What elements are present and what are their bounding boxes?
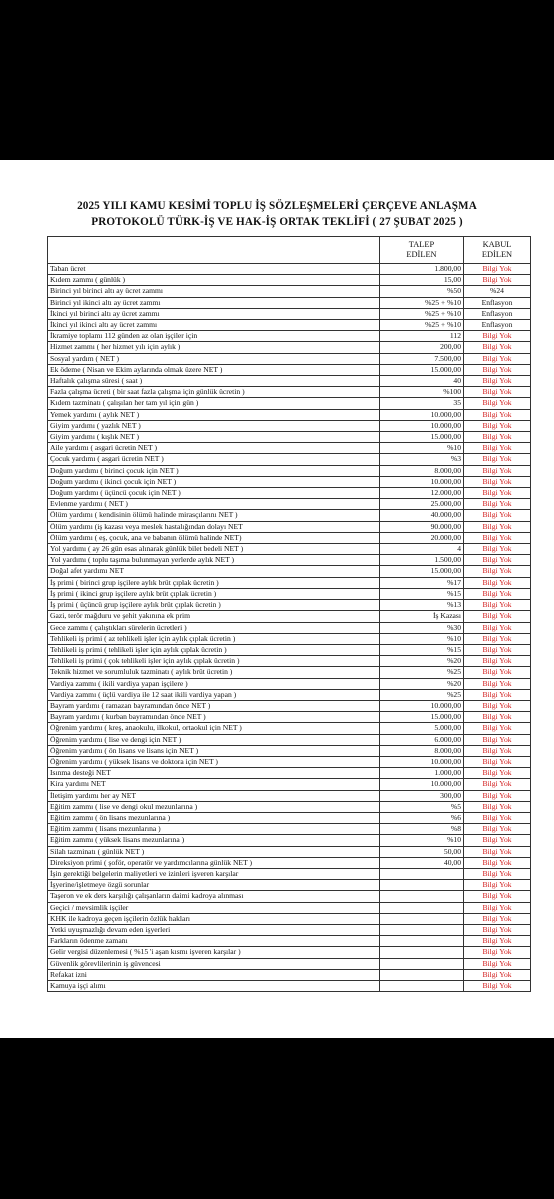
row-requested: 200,00 (380, 342, 464, 353)
row-requested: 15.000,00 (380, 566, 464, 577)
row-accepted: Bilgi Yok (464, 555, 531, 566)
table-row (48, 924, 531, 935)
table-row (48, 387, 531, 398)
row-accepted: Bilgi Yok (464, 868, 531, 879)
row-item: Eğitim zammı ( lisans mezunlarına ) (48, 824, 380, 835)
row-accepted: Bilgi Yok (464, 880, 531, 891)
header-accepted (464, 237, 531, 264)
row-item: Öğrenim yardımı ( ön lisans ve lisans için NET ) (48, 745, 380, 756)
row-requested: 1.000,00 (380, 768, 464, 779)
row-accepted: Bilgi Yok (464, 611, 531, 622)
row-item: Yemek yardımı ( aylık NET ) (48, 409, 380, 420)
row-accepted: Bilgi Yok (464, 476, 531, 487)
row-accepted: Bilgi Yok (464, 824, 531, 835)
row-accepted: Bilgi Yok (464, 745, 531, 756)
row-accepted: Bilgi Yok (464, 981, 531, 992)
document-title (0, 198, 554, 230)
row-item: İş primi ( ikinci grup işçilere aylık brüt çıplak ücretin ) (48, 588, 380, 599)
row-item: Isınma desteği NET (48, 768, 380, 779)
row-requested: 112 (380, 331, 464, 342)
document-page (0, 160, 554, 1038)
row-accepted: Bilgi Yok (464, 712, 531, 723)
row-accepted: Bilgi Yok (464, 756, 531, 767)
row-accepted: Bilgi Yok (464, 835, 531, 846)
row-item: Öğrenim yardımı ( lise ve dengi için NET ) (48, 734, 380, 745)
row-requested: 20.000,00 (380, 532, 464, 543)
table-row (48, 981, 531, 992)
table-row (48, 320, 531, 331)
header-requested-line-1: TALEP (408, 240, 435, 249)
row-requested: %30 (380, 622, 464, 633)
table-row (48, 835, 531, 846)
row-requested (380, 981, 464, 992)
row-accepted: Bilgi Yok (464, 342, 531, 353)
row-accepted: Bilgi Yok (464, 544, 531, 555)
header-requested (380, 237, 464, 264)
row-accepted: Bilgi Yok (464, 465, 531, 476)
row-requested: 10.000,00 (380, 420, 464, 431)
row-accepted: Bilgi Yok (464, 622, 531, 633)
row-item: Ölüm yardımı (iş kazası veya meslek hastalığından dolayı NET (48, 521, 380, 532)
row-requested: %25 + %10 (380, 320, 464, 331)
row-requested: %15 (380, 588, 464, 599)
row-item: Eğitim zammı ( ön lisans mezunlarına ) (48, 812, 380, 823)
row-accepted: Bilgi Yok (464, 734, 531, 745)
table-row (48, 745, 531, 756)
table-row (48, 566, 531, 577)
row-accepted: Enflasyon (464, 320, 531, 331)
table-row (48, 264, 531, 275)
row-accepted: Bilgi Yok (464, 924, 531, 935)
row-requested: %25 (380, 689, 464, 700)
row-item: Taban ücret (48, 264, 380, 275)
row-item: Vardiya zammı ( ikili vardiya yapan işçilere ) (48, 678, 380, 689)
row-item: Kamuya işçi alımı (48, 981, 380, 992)
table-row (48, 622, 531, 633)
row-requested: 50,00 (380, 846, 464, 857)
row-accepted: Bilgi Yok (464, 409, 531, 420)
row-item: Vardiya zammı ( üçlü vardiya ile 12 saat ikili vardiya yapan ) (48, 689, 380, 700)
title-line-2: PROTOKOLÜ TÜRK-İŞ VE HAK-İŞ ORTAK TEKLİFİ ( 27 ŞUBAT 2025 ) (91, 216, 463, 228)
row-requested (380, 913, 464, 924)
row-requested (380, 936, 464, 947)
table-row (48, 633, 531, 644)
row-accepted: Bilgi Yok (464, 936, 531, 947)
row-requested: 25.000,00 (380, 499, 464, 510)
row-accepted: Bilgi Yok (464, 678, 531, 689)
table-row (48, 947, 531, 958)
row-accepted: Bilgi Yok (464, 656, 531, 667)
row-requested: %10 (380, 443, 464, 454)
table-header-row (48, 237, 531, 264)
header-accepted-line-2: EDİLEN (481, 250, 513, 259)
table-row (48, 432, 531, 443)
table-row (48, 846, 531, 857)
row-item: Kıdem tazminatı ( çalışılan her tam yıl için gün ) (48, 398, 380, 409)
row-accepted: Bilgi Yok (464, 812, 531, 823)
row-accepted: Bilgi Yok (464, 499, 531, 510)
table-row (48, 600, 531, 611)
table-row (48, 902, 531, 913)
row-requested: %25 + %10 (380, 297, 464, 308)
row-accepted: Bilgi Yok (464, 488, 531, 499)
row-requested: 7.500,00 (380, 353, 464, 364)
row-item: Teknik hizmet ve sorumluluk tazminatı ( aylık brüt ücretin ) (48, 667, 380, 678)
table-row (48, 969, 531, 980)
row-requested: %50 (380, 286, 464, 297)
row-requested (380, 891, 464, 902)
row-item: İkinci yıl birinci altı ay ücret zammı (48, 308, 380, 319)
table-row (48, 376, 531, 387)
table-row (48, 824, 531, 835)
table-row (48, 913, 531, 924)
table-row (48, 689, 531, 700)
row-requested: 300,00 (380, 790, 464, 801)
row-accepted: Bilgi Yok (464, 801, 531, 812)
row-requested: %100 (380, 387, 464, 398)
row-accepted: Bilgi Yok (464, 532, 531, 543)
row-item: Çocuk yardımı ( asgari ücretin NET ) (48, 454, 380, 465)
row-item: Sosyal yardım ( NET ) (48, 353, 380, 364)
row-item: İletişim yardımı her ay NET (48, 790, 380, 801)
table-row (48, 880, 531, 891)
row-item: Gazi, terör mağduru ve şehit yakınına ek prim (48, 611, 380, 622)
row-item: Kıdem zammı ( günlük ) (48, 275, 380, 286)
row-accepted: Bilgi Yok (464, 902, 531, 913)
table-row (48, 465, 531, 476)
row-requested: 15.000,00 (380, 432, 464, 443)
row-item: Evlenme yardımı ( NET ) (48, 499, 380, 510)
row-item: KHK ile kadroya geçen işçilerin özlük hakları (48, 913, 380, 924)
row-item: Gece zammı ( çalıştıkları sürelerin ücretleri ) (48, 622, 380, 633)
row-requested: 35 (380, 398, 464, 409)
row-accepted: Bilgi Yok (464, 768, 531, 779)
row-requested: %25 (380, 667, 464, 678)
row-item: Giyim yardımı ( yazlık NET ) (48, 420, 380, 431)
row-accepted: Bilgi Yok (464, 588, 531, 599)
header-item (48, 237, 380, 264)
table-row (48, 656, 531, 667)
row-requested: 40 (380, 376, 464, 387)
row-accepted: Bilgi Yok (464, 566, 531, 577)
table-row (48, 644, 531, 655)
row-requested (380, 902, 464, 913)
row-item: Taşeron ve ek ders karşılığı çalışanların daimi kadroya alınması (48, 891, 380, 902)
row-accepted: Bilgi Yok (464, 264, 531, 275)
row-item: Direksiyon primi ( şoför, operatör ve yardımcılarına günlük NET ) (48, 857, 380, 868)
row-item: Güvenlik görevlilerinin iş güvencesi (48, 958, 380, 969)
row-accepted: Bilgi Yok (464, 969, 531, 980)
row-requested: 8.000,00 (380, 465, 464, 476)
row-item: Yol yardımı ( ay 26 gün esas alınarak günlük bilet bedeli NET ) (48, 544, 380, 555)
row-accepted: Bilgi Yok (464, 420, 531, 431)
row-requested: %10 (380, 633, 464, 644)
row-accepted: Bilgi Yok (464, 644, 531, 655)
row-accepted: Bilgi Yok (464, 510, 531, 521)
row-requested: 12.000,00 (380, 488, 464, 499)
row-requested: 8.000,00 (380, 745, 464, 756)
row-accepted: Bilgi Yok (464, 454, 531, 465)
table-row (48, 936, 531, 947)
table-row (48, 499, 531, 510)
table-row (48, 331, 531, 342)
table-row (48, 712, 531, 723)
table-row (48, 286, 531, 297)
row-requested (380, 947, 464, 958)
row-item: Doğal afet yardımı NET (48, 566, 380, 577)
row-accepted: Bilgi Yok (464, 275, 531, 286)
table-row (48, 555, 531, 566)
row-accepted: Bilgi Yok (464, 331, 531, 342)
row-accepted: Bilgi Yok (464, 443, 531, 454)
row-requested: 1.800,00 (380, 264, 464, 275)
row-item: Giyim yardımı ( kışlık NET ) (48, 432, 380, 443)
table-row (48, 275, 531, 286)
table-row (48, 577, 531, 588)
row-item: Fazla çalışma ücreti ( bir saat fazla çalışma için günlük ücretin ) (48, 387, 380, 398)
row-requested: 40.000,00 (380, 510, 464, 521)
row-item: İşin gerektiği belgelerin maliyetleri ve izinleri işveren karşılar (48, 868, 380, 879)
row-item: Tehlikeli iş primi ( az tehlikeli işler için aylık çıplak ücretin ) (48, 633, 380, 644)
table-row (48, 700, 531, 711)
row-item: Öğrenim yardımı ( kreş, anaokulu, ilkokul, ortaokul için NET ) (48, 723, 380, 734)
row-requested: 1.500,00 (380, 555, 464, 566)
row-requested: 15,00 (380, 275, 464, 286)
row-requested (380, 880, 464, 891)
table-row (48, 454, 531, 465)
row-accepted: Bilgi Yok (464, 857, 531, 868)
row-accepted: Enflasyon (464, 297, 531, 308)
row-item: Eğitim zammı ( yüksek lisans mezunlarına ) (48, 835, 380, 846)
row-requested: %15 (380, 644, 464, 655)
row-requested (380, 924, 464, 935)
row-accepted: Bilgi Yok (464, 891, 531, 902)
table-row (48, 420, 531, 431)
row-item: Bayram yardımı ( kurban bayramından önce NET ) (48, 712, 380, 723)
row-accepted: Bilgi Yok (464, 689, 531, 700)
row-requested: 4 (380, 544, 464, 555)
row-item: İş primi ( üçüncü grup işçilere aylık brüt çıplak ücretin ) (48, 600, 380, 611)
table-row (48, 398, 531, 409)
table-row (48, 891, 531, 902)
row-accepted: Bilgi Yok (464, 633, 531, 644)
row-requested: 15.000,00 (380, 364, 464, 375)
header-requested-line-2: EDİLEN (406, 250, 437, 259)
table-row (48, 521, 531, 532)
row-item: Doğum yardımı ( birinci çocuk için NET ) (48, 465, 380, 476)
row-requested: 6.000,00 (380, 734, 464, 745)
table-row (48, 488, 531, 499)
row-accepted: Bilgi Yok (464, 432, 531, 443)
table-row (48, 723, 531, 734)
row-requested: %6 (380, 812, 464, 823)
row-item: Birinci yıl ikinci altı ay ücret zammı (48, 297, 380, 308)
row-requested: 10.000,00 (380, 756, 464, 767)
agreement-table (47, 236, 531, 992)
row-accepted: Bilgi Yok (464, 723, 531, 734)
row-accepted: Bilgi Yok (464, 958, 531, 969)
row-item: Eğitim zammı ( lise ve dengi okul mezunlarına ) (48, 801, 380, 812)
table-row (48, 801, 531, 812)
bottom-black-bar (0, 1038, 554, 1199)
row-item: Gelir vergisi düzenlemesi ( %15 'i aşan kısmı işveren karşılar ) (48, 947, 380, 958)
row-requested: 15.000,00 (380, 712, 464, 723)
row-item: Silah tazminatı ( günlük NET ) (48, 846, 380, 857)
table-row (48, 510, 531, 521)
row-accepted: Bilgi Yok (464, 600, 531, 611)
row-accepted: Enflasyon (464, 308, 531, 319)
row-item: Öğrenim yardımı ( yüksek lisans ve doktora için NET ) (48, 756, 380, 767)
row-requested: %5 (380, 801, 464, 812)
row-item: Ölüm yardımı ( kendisinin ölümü halinde mirasçılarını NET ) (48, 510, 380, 521)
table-row (48, 667, 531, 678)
row-accepted: Bilgi Yok (464, 779, 531, 790)
row-accepted: Bilgi Yok (464, 398, 531, 409)
row-requested: %8 (380, 824, 464, 835)
table-row (48, 779, 531, 790)
table-row (48, 611, 531, 622)
row-item: Tehlikeli iş primi ( çok tehlikeli işler için aylık çıplak ücretin ) (48, 656, 380, 667)
table-row (48, 476, 531, 487)
row-requested: 10.000,00 (380, 700, 464, 711)
row-accepted: Bilgi Yok (464, 577, 531, 588)
row-accepted: Bilgi Yok (464, 913, 531, 924)
row-item: İş primi ( birinci grup işçilere aylık brüt çıplak ücretin ) (48, 577, 380, 588)
row-requested: %3 (380, 454, 464, 465)
table-row (48, 756, 531, 767)
table-row (48, 734, 531, 745)
row-item: Ek ödeme ( Nisan ve Ekim aylarında olmak üzere NET ) (48, 364, 380, 375)
row-accepted: Bilgi Yok (464, 947, 531, 958)
row-accepted: Bilgi Yok (464, 700, 531, 711)
row-item: Haftalık çalışma süresi ( saat ) (48, 376, 380, 387)
table-row (48, 768, 531, 779)
table-row (48, 342, 531, 353)
row-item: Birinci yıl birinci altı ay ücret zammı (48, 286, 380, 297)
table-row (48, 364, 531, 375)
row-requested: 10.000,00 (380, 409, 464, 420)
table-row (48, 308, 531, 319)
row-requested: %20 (380, 678, 464, 689)
row-accepted: Bilgi Yok (464, 353, 531, 364)
table-row (48, 812, 531, 823)
row-item: Doğum yardımı ( ikinci çocuk için NET ) (48, 476, 380, 487)
table-row (48, 353, 531, 364)
row-item: İkramiye toplamı 112 günden az olan işçiler için (48, 331, 380, 342)
row-requested: %13 (380, 600, 464, 611)
row-requested (380, 958, 464, 969)
row-requested: 90.000,00 (380, 521, 464, 532)
row-item: Geçici / mevsimlik işçiler (48, 902, 380, 913)
row-requested: %10 (380, 835, 464, 846)
row-requested: 10.000,00 (380, 476, 464, 487)
row-accepted: %24 (464, 286, 531, 297)
header-accepted-line-1: KABUL (482, 240, 512, 249)
table-row (48, 790, 531, 801)
row-requested: %25 + %10 (380, 308, 464, 319)
row-accepted: Bilgi Yok (464, 667, 531, 678)
table-row (48, 588, 531, 599)
title-line-1: 2025 YILI KAMU KESİMİ TOPLU İŞ SÖZLEŞMELERİ ÇERÇEVE ANLAŞMA (77, 200, 477, 212)
row-accepted: Bilgi Yok (464, 846, 531, 857)
row-item: Ölüm yardımı ( eş, çocuk, ana ve babanın ölümü halinde NET) (48, 532, 380, 543)
table-row (48, 443, 531, 454)
row-requested: %20 (380, 656, 464, 667)
table-row (48, 678, 531, 689)
row-item: Kira yardımı NET (48, 779, 380, 790)
row-item: Yetki uyuşmazlığı devam eden işyerleri (48, 924, 380, 935)
row-accepted: Bilgi Yok (464, 521, 531, 532)
row-item: Doğum yardımı ( üçüncü çocuk için NET ) (48, 488, 380, 499)
table-row (48, 868, 531, 879)
row-requested: 40,00 (380, 857, 464, 868)
table-row (48, 297, 531, 308)
row-requested: %17 (380, 577, 464, 588)
row-item: Hizmet zammı ( her hizmet yılı için aylık ) (48, 342, 380, 353)
row-item: Yol yardımı ( toplu taşıma bulunmayan yerlerde aylık NET ) (48, 555, 380, 566)
row-accepted: Bilgi Yok (464, 790, 531, 801)
row-accepted: Bilgi Yok (464, 387, 531, 398)
table-row (48, 409, 531, 420)
row-item: Tehlikeli iş primi ( tehlikeli işler için aylık çıplak ücretin ) (48, 644, 380, 655)
row-item: Farkların ödenme zamanı (48, 936, 380, 947)
table-row (48, 532, 531, 543)
row-item: İkinci yıl ikinci altı ay ücret zammı (48, 320, 380, 331)
row-requested: 10.000,00 (380, 779, 464, 790)
row-accepted: Bilgi Yok (464, 364, 531, 375)
row-accepted: Bilgi Yok (464, 376, 531, 387)
table-row (48, 958, 531, 969)
table-row (48, 544, 531, 555)
row-requested (380, 969, 464, 980)
row-item: Aile yardımı ( asgari ücretin NET ) (48, 443, 380, 454)
table-row (48, 857, 531, 868)
row-item: Refakat izni (48, 969, 380, 980)
row-requested: 5.000,00 (380, 723, 464, 734)
row-requested: İş Kazası (380, 611, 464, 622)
row-item: Bayram yardımı ( ramazan bayramından önce NET ) (48, 700, 380, 711)
row-requested (380, 868, 464, 879)
top-black-bar (0, 0, 554, 160)
row-item: İşyerine/işletmeye özgü sorunlar (48, 880, 380, 891)
